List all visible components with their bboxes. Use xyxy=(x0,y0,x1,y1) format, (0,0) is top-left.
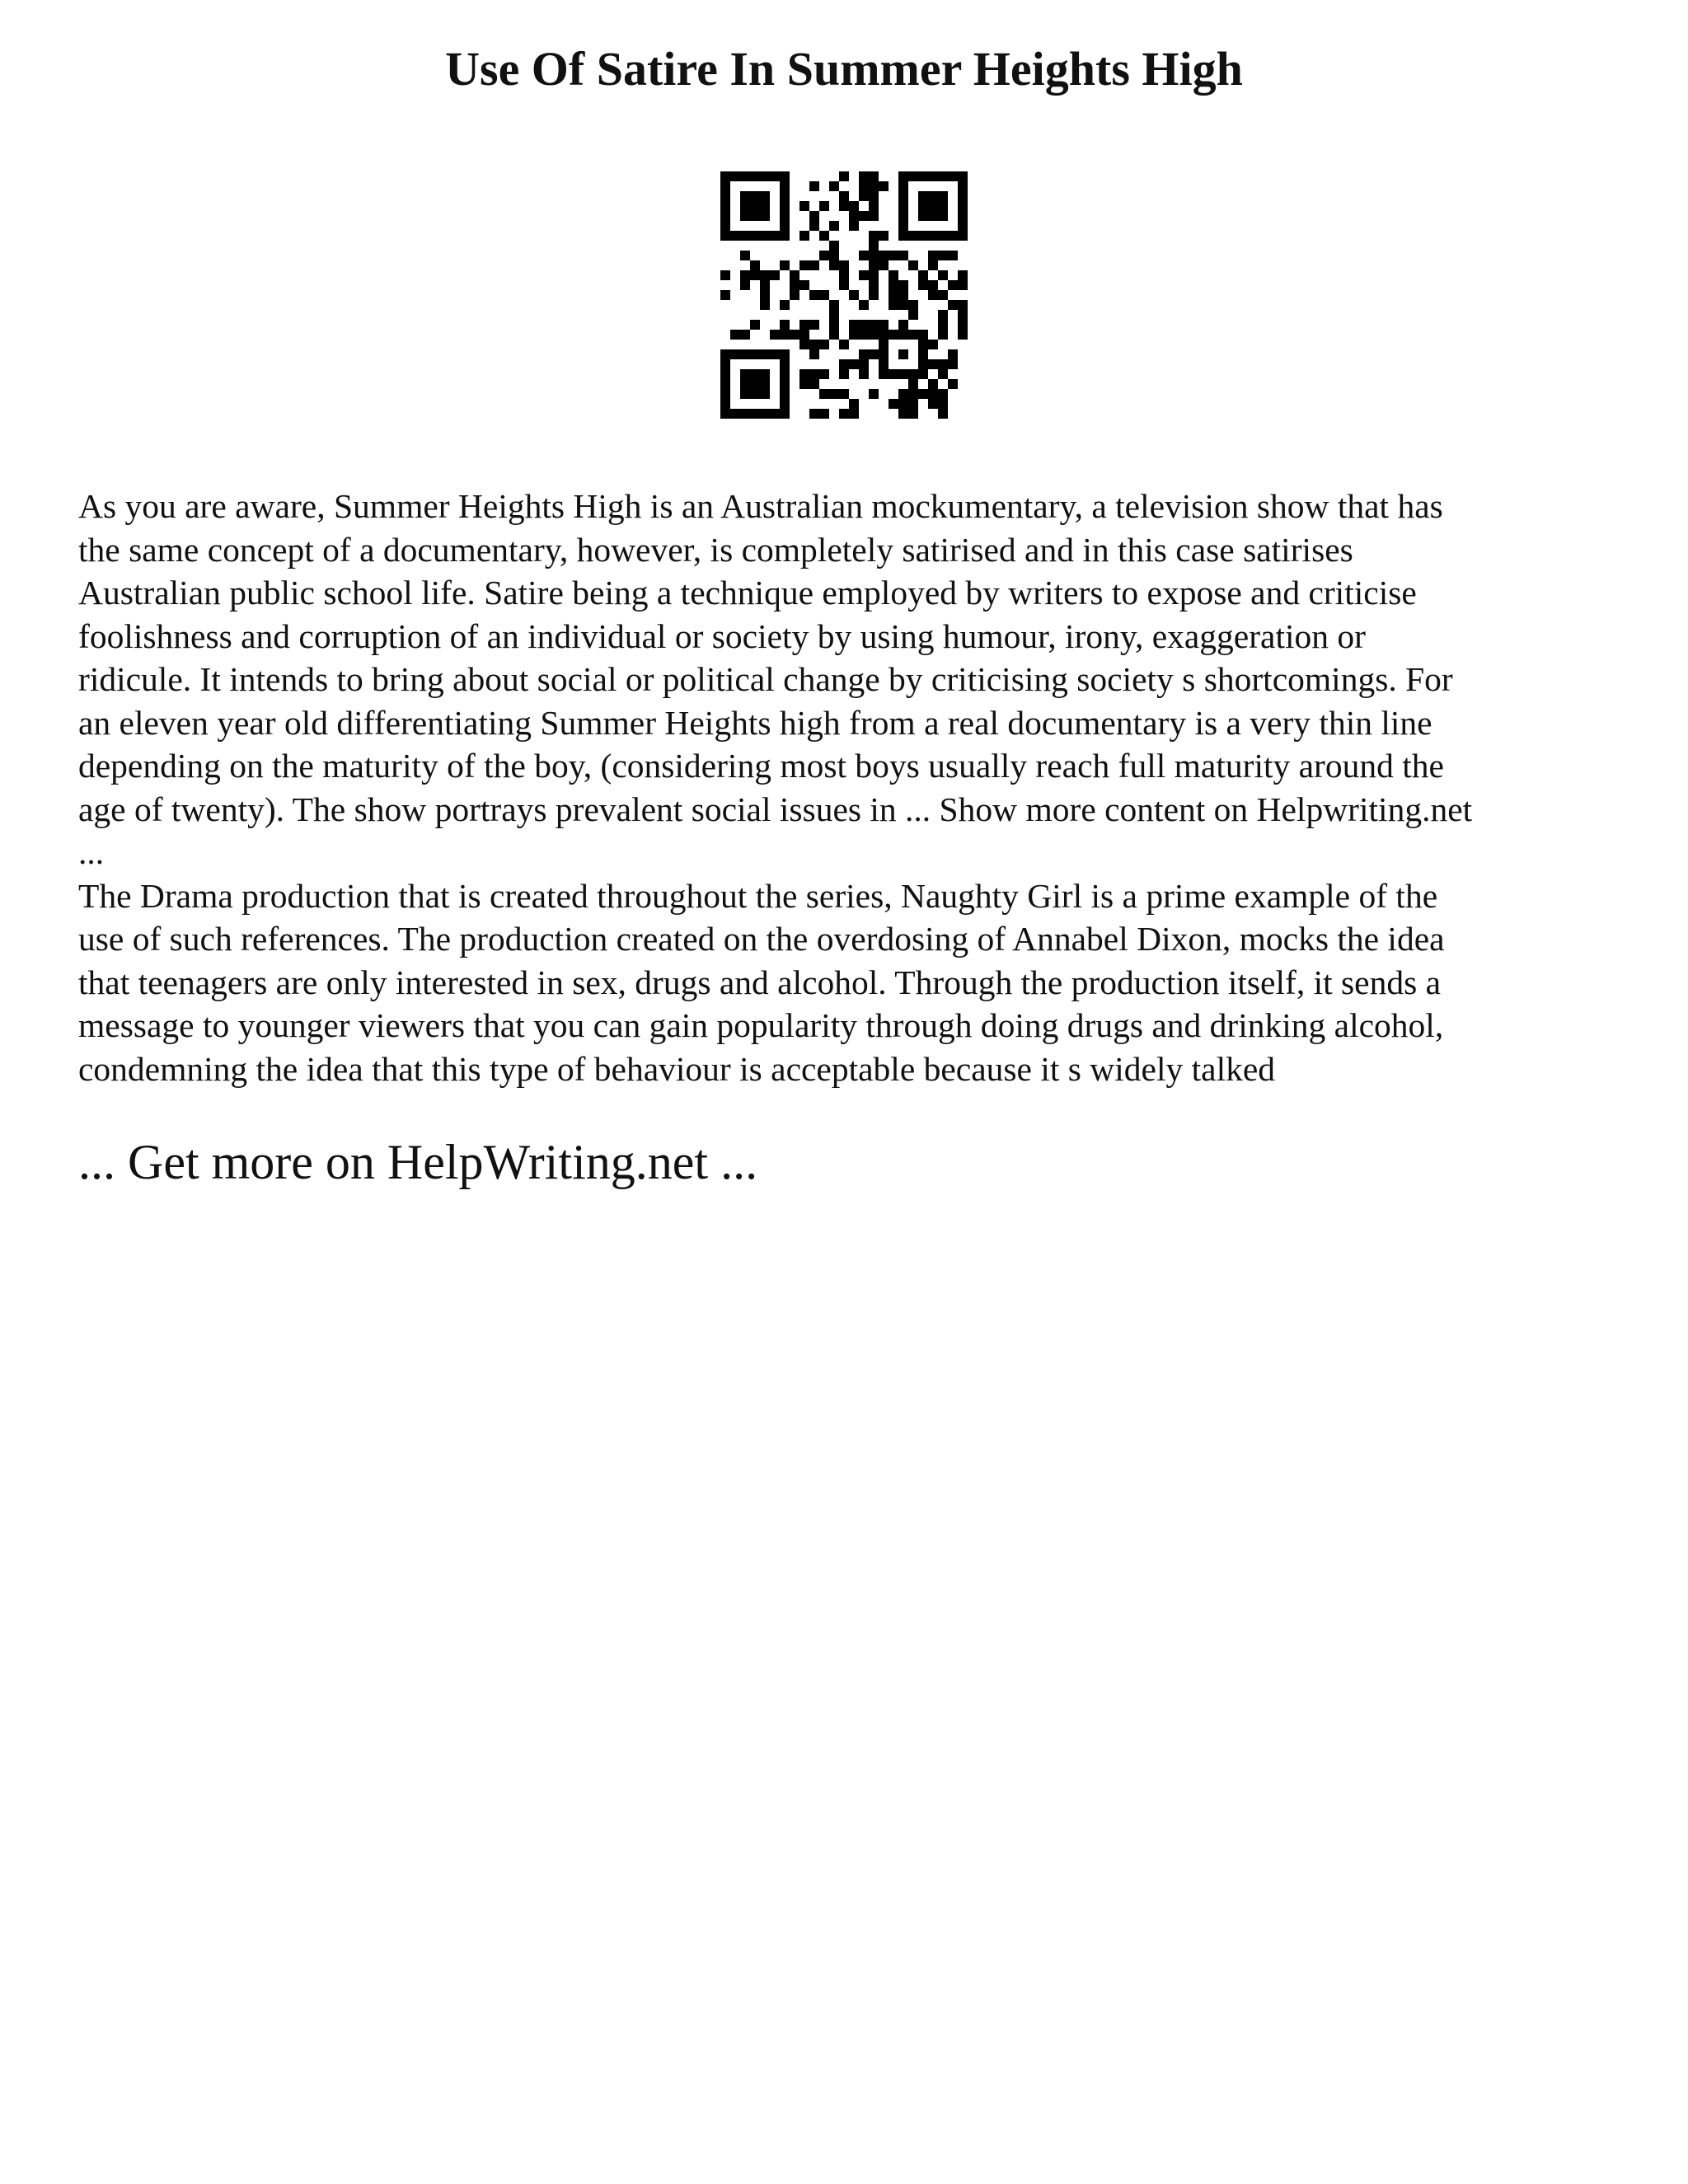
qr-module xyxy=(869,280,879,290)
qr-module xyxy=(879,369,889,379)
qr-module xyxy=(780,201,790,211)
qr-module xyxy=(760,349,770,359)
qr-module xyxy=(780,221,790,231)
qr-module xyxy=(918,231,928,241)
qr-module xyxy=(958,320,968,330)
qr-module xyxy=(928,191,938,201)
qr-module xyxy=(898,201,908,211)
qr-module xyxy=(938,369,948,379)
qr-module xyxy=(938,270,948,280)
qr-module xyxy=(809,211,819,221)
qr-module xyxy=(869,201,879,211)
qr-module xyxy=(938,389,948,399)
qr-module xyxy=(809,181,819,191)
qr-module xyxy=(720,201,730,211)
qr-module xyxy=(918,191,928,201)
qr-module xyxy=(809,369,819,379)
qr-module xyxy=(829,300,839,310)
qr-module xyxy=(740,211,750,221)
qr-module xyxy=(780,211,790,221)
qr-module xyxy=(898,181,908,191)
qr-module xyxy=(740,270,750,280)
qr-module xyxy=(948,231,958,241)
qr-module xyxy=(879,349,889,359)
qr-module xyxy=(958,181,968,191)
qr-module xyxy=(750,191,760,201)
qr-module xyxy=(730,409,740,419)
qr-module xyxy=(918,280,928,290)
qr-module xyxy=(760,201,770,211)
qr-module xyxy=(889,270,898,280)
qr-module xyxy=(889,330,898,340)
qr-module xyxy=(720,379,730,389)
qr-module xyxy=(770,409,780,419)
qr-module xyxy=(760,290,770,300)
qr-module xyxy=(780,330,790,340)
qr-module xyxy=(958,221,968,231)
qr-module xyxy=(799,260,809,270)
article-paragraph-1: As you are aware, Summer Heights High is an Australian mockumentary, a television show that has the same concept of a documentary, however, is completely satirised and in this case satirises Australian public school life. Satire being a technique employed by writers to expose and criticise foolishness and corruption of an individual or society by using humour, irony, exaggeration or ridicule. It intends to bring about social or political change by criticising society s shortcomings. For an eleven year old differentiating Summer Heights high from a real documentary is a very thin line depending on the maturity of the boy, (considering most boys usually reach full maturity around the age of twenty). The show portrays prevalent social issues in ... Show more content on Helpwriting.net ... xyxy=(78,487,1473,871)
qr-module xyxy=(770,171,780,181)
qr-module xyxy=(809,340,819,349)
qr-module xyxy=(928,290,938,300)
qr-module xyxy=(859,349,869,359)
qr-module xyxy=(859,211,869,221)
qr-module xyxy=(839,201,849,211)
qr-module xyxy=(908,369,918,379)
qr-module xyxy=(898,300,908,310)
qr-module xyxy=(849,320,859,330)
qr-module xyxy=(938,290,948,300)
qr-module xyxy=(750,389,760,399)
qr-module xyxy=(839,191,849,201)
qr-module xyxy=(918,369,928,379)
qr-module xyxy=(819,231,829,241)
qr-module xyxy=(938,191,948,201)
qr-module xyxy=(879,231,889,241)
qr-module xyxy=(938,359,948,369)
qr-module xyxy=(958,300,968,310)
qr-module xyxy=(948,171,958,181)
qr-module xyxy=(799,231,809,241)
qr-module xyxy=(809,260,819,270)
qr-module xyxy=(829,320,839,330)
qr-module xyxy=(839,369,849,379)
qr-module xyxy=(780,369,790,379)
qr-module xyxy=(958,280,968,290)
qr-module xyxy=(908,389,918,399)
qr-module xyxy=(918,270,928,280)
qr-module xyxy=(750,379,760,389)
qr-module xyxy=(819,340,829,349)
qr-module xyxy=(720,349,730,359)
qr-module xyxy=(938,399,948,409)
qr-module xyxy=(809,409,819,419)
qr-module xyxy=(898,389,908,399)
qr-module xyxy=(740,191,750,201)
qr-module xyxy=(819,201,829,211)
qr-module xyxy=(898,211,908,221)
qr-module xyxy=(780,171,790,181)
qr-module xyxy=(869,290,879,300)
qr-module xyxy=(770,330,780,340)
qr-module xyxy=(908,231,918,241)
qr-module xyxy=(839,340,849,349)
qr-module xyxy=(879,330,889,340)
qr-module xyxy=(829,260,839,270)
qr-module xyxy=(780,349,790,359)
qr-module xyxy=(770,231,780,241)
qr-module xyxy=(859,171,869,181)
qr-module xyxy=(889,399,898,409)
qr-module xyxy=(898,330,908,340)
qr-module xyxy=(780,320,790,330)
qr-module xyxy=(730,349,740,359)
qr-module xyxy=(799,330,809,340)
qr-module xyxy=(720,409,730,419)
qr-module xyxy=(750,231,760,241)
qr-module xyxy=(928,231,938,241)
qr-module xyxy=(938,409,948,419)
qr-module xyxy=(760,270,770,280)
qr-module xyxy=(889,290,898,300)
qr-module xyxy=(958,310,968,320)
qr-module xyxy=(720,399,730,409)
qr-module xyxy=(859,330,869,340)
qr-module xyxy=(720,270,730,280)
qr-module xyxy=(859,320,869,330)
qr-module xyxy=(898,320,908,330)
qr-module xyxy=(859,181,869,191)
qr-module xyxy=(898,399,908,409)
qr-module xyxy=(908,310,918,320)
qr-module xyxy=(819,251,829,260)
qr-module xyxy=(720,181,730,191)
qr-module xyxy=(958,201,968,211)
qr-module xyxy=(740,389,750,399)
qr-module xyxy=(879,359,889,369)
qr-module xyxy=(839,359,849,369)
qr-module xyxy=(799,379,809,389)
qr-module xyxy=(928,251,938,260)
qr-module xyxy=(869,260,879,270)
qr-module xyxy=(928,340,938,349)
qr-module xyxy=(829,310,839,320)
qr-module xyxy=(839,280,849,290)
qr-module xyxy=(780,399,790,409)
qr-module xyxy=(898,251,908,260)
qr-module xyxy=(839,260,849,270)
qr-module xyxy=(928,399,938,409)
qr-module xyxy=(829,389,839,399)
qr-module xyxy=(839,270,849,280)
qr-module xyxy=(849,399,859,409)
qr-module xyxy=(760,300,770,310)
qr-module xyxy=(790,280,799,290)
qr-module xyxy=(849,409,859,419)
qr-module xyxy=(908,330,918,340)
qr-module xyxy=(760,389,770,399)
qr-module xyxy=(918,201,928,211)
qr-module xyxy=(958,330,968,340)
qr-module xyxy=(859,369,869,379)
qr-module xyxy=(958,191,968,201)
qr-module xyxy=(770,270,780,280)
qr-module xyxy=(760,379,770,389)
qr-module xyxy=(859,270,869,280)
qr-module xyxy=(760,369,770,379)
qr-module xyxy=(908,409,918,419)
qr-module xyxy=(720,369,730,379)
qr-module xyxy=(750,369,760,379)
qr-module xyxy=(730,171,740,181)
qr-module xyxy=(730,231,740,241)
qr-module xyxy=(889,251,898,260)
qr-module xyxy=(740,379,750,389)
qr-module xyxy=(760,231,770,241)
qr-module xyxy=(928,201,938,211)
qr-module xyxy=(928,359,938,369)
qr-module xyxy=(859,300,869,310)
qr-module xyxy=(958,270,968,280)
qr-module xyxy=(760,280,770,290)
qr-module xyxy=(908,260,918,270)
qr-module xyxy=(740,280,750,290)
qr-module xyxy=(948,359,958,369)
qr-module xyxy=(839,409,849,419)
qr-module xyxy=(928,171,938,181)
qr-module xyxy=(908,171,918,181)
qr-module xyxy=(948,251,958,260)
qr-module xyxy=(918,211,928,221)
qr-module xyxy=(780,191,790,201)
qr-module xyxy=(809,320,819,330)
qr-module xyxy=(879,260,889,270)
qr-module xyxy=(938,251,948,260)
qr-module xyxy=(958,231,968,241)
qr-module xyxy=(720,171,730,181)
qr-module xyxy=(780,389,790,399)
qr-module xyxy=(869,231,879,241)
qr-module xyxy=(760,171,770,181)
qr-module xyxy=(938,310,948,320)
qr-module xyxy=(809,349,819,359)
qr-module xyxy=(849,201,859,211)
qr-module xyxy=(938,201,948,211)
qr-module xyxy=(898,221,908,231)
qr-module xyxy=(790,330,799,340)
qr-module xyxy=(918,340,928,349)
qr-module xyxy=(958,211,968,221)
qr-module xyxy=(879,320,889,330)
article-body xyxy=(78,485,1611,1090)
qr-module xyxy=(869,330,879,340)
qr-module xyxy=(898,349,908,359)
qr-module xyxy=(889,300,898,310)
qr-module xyxy=(730,330,740,340)
qr-module xyxy=(720,359,730,369)
qr-module xyxy=(958,171,968,181)
qr-module xyxy=(809,290,819,300)
qr-module xyxy=(740,201,750,211)
qr-module xyxy=(938,231,948,241)
qr-module xyxy=(829,221,839,231)
qr-module xyxy=(740,349,750,359)
qr-module xyxy=(770,349,780,359)
qr-module xyxy=(809,221,819,231)
qr-module xyxy=(869,320,879,330)
qr-module xyxy=(948,300,958,310)
qr-module xyxy=(908,300,918,310)
qr-module xyxy=(780,231,790,241)
qr-module xyxy=(750,320,760,330)
qr-module xyxy=(809,379,819,389)
article-paragraph-2: The Drama production that is created throughout the series, Naughty Girl is a prime example of the use of such references. The production created on the overdosing of Annabel Dixon, mocks the idea that teenagers are only interested in sex, drugs and alcohol. Through the production itself, it sends a message to younger viewers that you can gain popularity through doing drugs and drinking alcohol, condemning the idea that this type of behaviour is acceptable because it s widely talked xyxy=(78,876,1445,1088)
qr-module xyxy=(928,260,938,270)
qr-module xyxy=(869,181,879,191)
qr-module xyxy=(918,389,928,399)
qr-module xyxy=(849,290,859,300)
qr-module xyxy=(839,389,849,399)
qr-module xyxy=(889,280,898,290)
qr-module xyxy=(750,211,760,221)
document-title: Use Of Satire In Summer Heights High xyxy=(445,42,1243,96)
qr-module xyxy=(869,171,879,181)
qr-module xyxy=(720,191,730,201)
qr-module xyxy=(849,359,859,369)
qr-module xyxy=(849,221,859,231)
qr-module xyxy=(799,280,809,290)
qr-module xyxy=(819,290,829,300)
qr-module xyxy=(869,251,879,260)
qr-module xyxy=(908,379,918,389)
qr-module xyxy=(799,369,809,379)
qr-module xyxy=(740,330,750,340)
qr-module xyxy=(918,349,928,359)
qr-module xyxy=(889,369,898,379)
qr-module xyxy=(760,211,770,221)
qr-module xyxy=(750,260,760,270)
qr-module xyxy=(918,171,928,181)
qr-module xyxy=(948,379,958,389)
qr-module xyxy=(918,330,928,340)
qr-module xyxy=(938,330,948,340)
qr-module xyxy=(869,241,879,251)
qr-module xyxy=(829,330,839,340)
qr-module xyxy=(720,221,730,231)
qr-module xyxy=(780,379,790,389)
qr-module xyxy=(750,270,760,280)
qr-module xyxy=(869,389,879,399)
qr-module xyxy=(720,211,730,221)
qr-module xyxy=(740,369,750,379)
qr-module xyxy=(740,409,750,419)
qr-module xyxy=(819,389,829,399)
qr-module xyxy=(898,280,908,290)
qr-module xyxy=(918,359,928,369)
qr-module xyxy=(750,171,760,181)
qr-module xyxy=(799,320,809,330)
qr-module xyxy=(879,181,889,191)
qr-module xyxy=(928,389,938,399)
qr-module xyxy=(898,369,908,379)
qr-module xyxy=(879,251,889,260)
qr-module xyxy=(859,191,869,201)
qr-module xyxy=(908,399,918,409)
qr-module xyxy=(938,320,948,330)
qr-module xyxy=(869,191,879,201)
qr-module xyxy=(819,409,829,419)
qr-module xyxy=(780,260,790,270)
qr-module xyxy=(898,171,908,181)
qr-code-graphic xyxy=(720,171,968,419)
qr-module xyxy=(720,290,730,300)
qr-module xyxy=(849,330,859,340)
qr-module xyxy=(720,389,730,399)
qr-module xyxy=(780,181,790,191)
qr-module xyxy=(948,349,958,359)
qr-module xyxy=(780,409,790,419)
qr-module xyxy=(799,201,809,211)
qr-module xyxy=(790,270,799,280)
qr-module xyxy=(780,359,790,369)
qr-module xyxy=(760,191,770,201)
qr-module xyxy=(898,191,908,201)
qr-module xyxy=(928,379,938,389)
qr-module xyxy=(750,201,760,211)
qr-module xyxy=(938,171,948,181)
qr-module xyxy=(948,280,958,290)
qr-module xyxy=(780,300,790,310)
qr-module xyxy=(760,409,770,419)
qr-module xyxy=(928,280,938,290)
get-more-link[interactable]: ... Get more on HelpWriting.net ... xyxy=(78,1135,758,1189)
qr-module xyxy=(720,231,730,241)
qr-module xyxy=(790,290,799,300)
qr-module xyxy=(898,409,908,419)
qr-module xyxy=(740,251,750,260)
qr-module xyxy=(869,211,879,221)
qr-module xyxy=(938,211,948,221)
qr-module xyxy=(928,211,938,221)
qr-code-icon xyxy=(720,171,968,419)
qr-module xyxy=(859,359,869,369)
qr-module xyxy=(750,409,760,419)
qr-module xyxy=(829,241,839,251)
qr-module xyxy=(869,270,879,280)
qr-module xyxy=(829,181,839,191)
qr-module xyxy=(740,171,750,181)
qr-module xyxy=(829,251,839,260)
qr-module xyxy=(740,231,750,241)
qr-module xyxy=(879,340,889,349)
qr-module xyxy=(898,290,908,300)
qr-module xyxy=(799,340,809,349)
qr-module xyxy=(819,369,829,379)
qr-module xyxy=(839,171,849,181)
qr-module xyxy=(898,231,908,241)
qr-module xyxy=(849,211,859,221)
qr-module xyxy=(859,251,869,260)
qr-module xyxy=(750,349,760,359)
qr-module xyxy=(869,349,879,359)
